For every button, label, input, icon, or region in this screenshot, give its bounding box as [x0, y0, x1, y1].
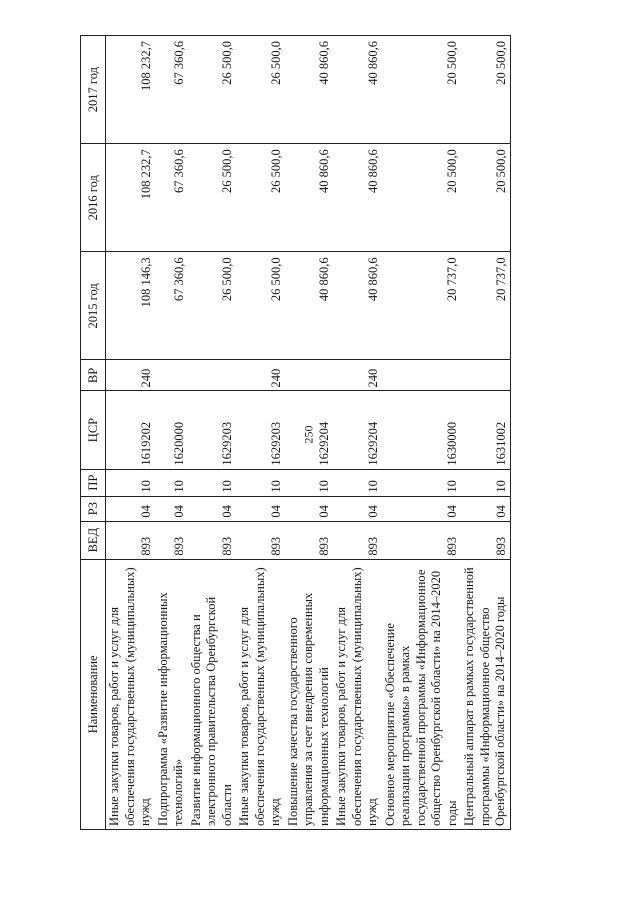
row-vr	[155, 360, 188, 391]
row-2015: 20 737,0	[382, 252, 462, 360]
header-2017: 2017 год	[81, 36, 106, 144]
row-2016: 40 860,6	[333, 144, 382, 252]
row-name: Иные закупки товаров, работ и услуг для обеспечения государственных (муниципальных) нужд	[236, 559, 285, 829]
table-row	[188, 36, 237, 830]
row-name: Центральный аппарат в рамках государственной программы «Информационное общество Оренбургской области» на 2014–2020 годы	[461, 559, 510, 829]
row-2015: 20 737,0	[461, 252, 510, 360]
page-number: 250	[301, 425, 316, 444]
row-vr	[382, 360, 462, 391]
row-name: Подпрограмма «Развитие информационных технологий»	[155, 559, 188, 829]
row-ved: 893	[461, 521, 510, 559]
table-row	[382, 36, 462, 830]
table-row	[285, 36, 334, 830]
row-2017: 26 500,0	[236, 36, 285, 144]
row-2015: 67 360,6	[155, 252, 188, 360]
row-rz: 04	[188, 496, 237, 521]
table-header-row	[81, 36, 106, 830]
row-ved: 893	[188, 521, 237, 559]
row-pr: 10	[461, 469, 510, 496]
row-pr: 10	[106, 469, 155, 496]
row-name: Иные закупки товаров, работ и услуг для обеспечения государственных (муниципальных) нужд	[333, 559, 382, 829]
row-vr: 240	[236, 360, 285, 391]
row-rz: 04	[155, 496, 188, 521]
row-2017: 40 860,6	[285, 36, 334, 144]
budget-table-container	[80, 35, 580, 830]
row-name: Повышение качества государственного управления за счет внедрения современных информационных технологий	[285, 559, 334, 829]
header-2016: 2016 год	[81, 144, 106, 252]
row-2017: 40 860,6	[333, 36, 382, 144]
row-csr: 1629204	[333, 391, 382, 469]
budget-table	[80, 35, 511, 830]
row-pr: 10	[188, 469, 237, 496]
row-csr: 1630000	[382, 391, 462, 469]
header-vr: ВР	[81, 360, 106, 391]
row-csr: 1631002	[461, 391, 510, 469]
row-rz: 04	[285, 496, 334, 521]
row-vr	[188, 360, 237, 391]
row-2016: 40 860,6	[285, 144, 334, 252]
row-csr: 1629203	[188, 391, 237, 469]
row-2015: 40 860,6	[285, 252, 334, 360]
row-pr: 10	[155, 469, 188, 496]
row-vr: 240	[106, 360, 155, 391]
row-ved: 893	[285, 521, 334, 559]
row-ved: 893	[236, 521, 285, 559]
row-pr: 10	[382, 469, 462, 496]
header-2015: 2015 год	[81, 252, 106, 360]
row-2016: 67 360,6	[155, 144, 188, 252]
row-2016: 26 500,0	[188, 144, 237, 252]
header-ved: ВЕД	[81, 521, 106, 559]
header-csr: ЦСР	[81, 391, 106, 469]
row-2015: 26 500,0	[236, 252, 285, 360]
row-ved: 893	[382, 521, 462, 559]
row-2017: 20 500,0	[461, 36, 510, 144]
row-2017: 20 500,0	[382, 36, 462, 144]
row-rz: 04	[382, 496, 462, 521]
table-row	[106, 36, 155, 830]
row-rz: 04	[236, 496, 285, 521]
row-2015: 40 860,6	[333, 252, 382, 360]
row-ved: 893	[155, 521, 188, 559]
row-rz: 04	[333, 496, 382, 521]
header-name: Наименование	[81, 559, 106, 829]
header-pr: ПР	[81, 469, 106, 496]
row-name: Развитие информационного общества и электронного правительства Оренбургской области	[188, 559, 237, 829]
row-csr: 1629203	[236, 391, 285, 469]
row-vr	[285, 360, 334, 391]
row-ved: 893	[106, 521, 155, 559]
row-2015: 108 146,3	[106, 252, 155, 360]
header-rz: РЗ	[81, 496, 106, 521]
row-ved: 893	[333, 521, 382, 559]
row-vr: 240	[333, 360, 382, 391]
row-2016: 108 232,7	[106, 144, 155, 252]
row-csr: 1620000	[155, 391, 188, 469]
row-2017: 108 232,7	[106, 36, 155, 144]
row-pr: 10	[285, 469, 334, 496]
row-2016: 20 500,0	[382, 144, 462, 252]
row-pr: 10	[236, 469, 285, 496]
row-name: Иные закупки товаров, работ и услуг для обеспечения государственных (муниципальных) нужд	[106, 559, 155, 829]
row-2016: 26 500,0	[236, 144, 285, 252]
table-row	[461, 36, 510, 830]
row-rz: 04	[461, 496, 510, 521]
row-name: Основное мероприятие «Обеспечение реализации программы» в рамках государственной программы «Информационное общество Оренбургской области» на 2014–2020 годы	[382, 559, 462, 829]
row-2017: 26 500,0	[188, 36, 237, 144]
row-2016: 20 500,0	[461, 144, 510, 252]
row-2017: 67 360,6	[155, 36, 188, 144]
table-row	[155, 36, 188, 830]
row-vr	[461, 360, 510, 391]
row-rz: 04	[106, 496, 155, 521]
row-2015: 26 500,0	[188, 252, 237, 360]
table-row	[333, 36, 382, 830]
row-pr: 10	[333, 469, 382, 496]
table-row	[236, 36, 285, 830]
row-csr: 1629204	[285, 391, 334, 469]
row-csr: 1619202	[106, 391, 155, 469]
